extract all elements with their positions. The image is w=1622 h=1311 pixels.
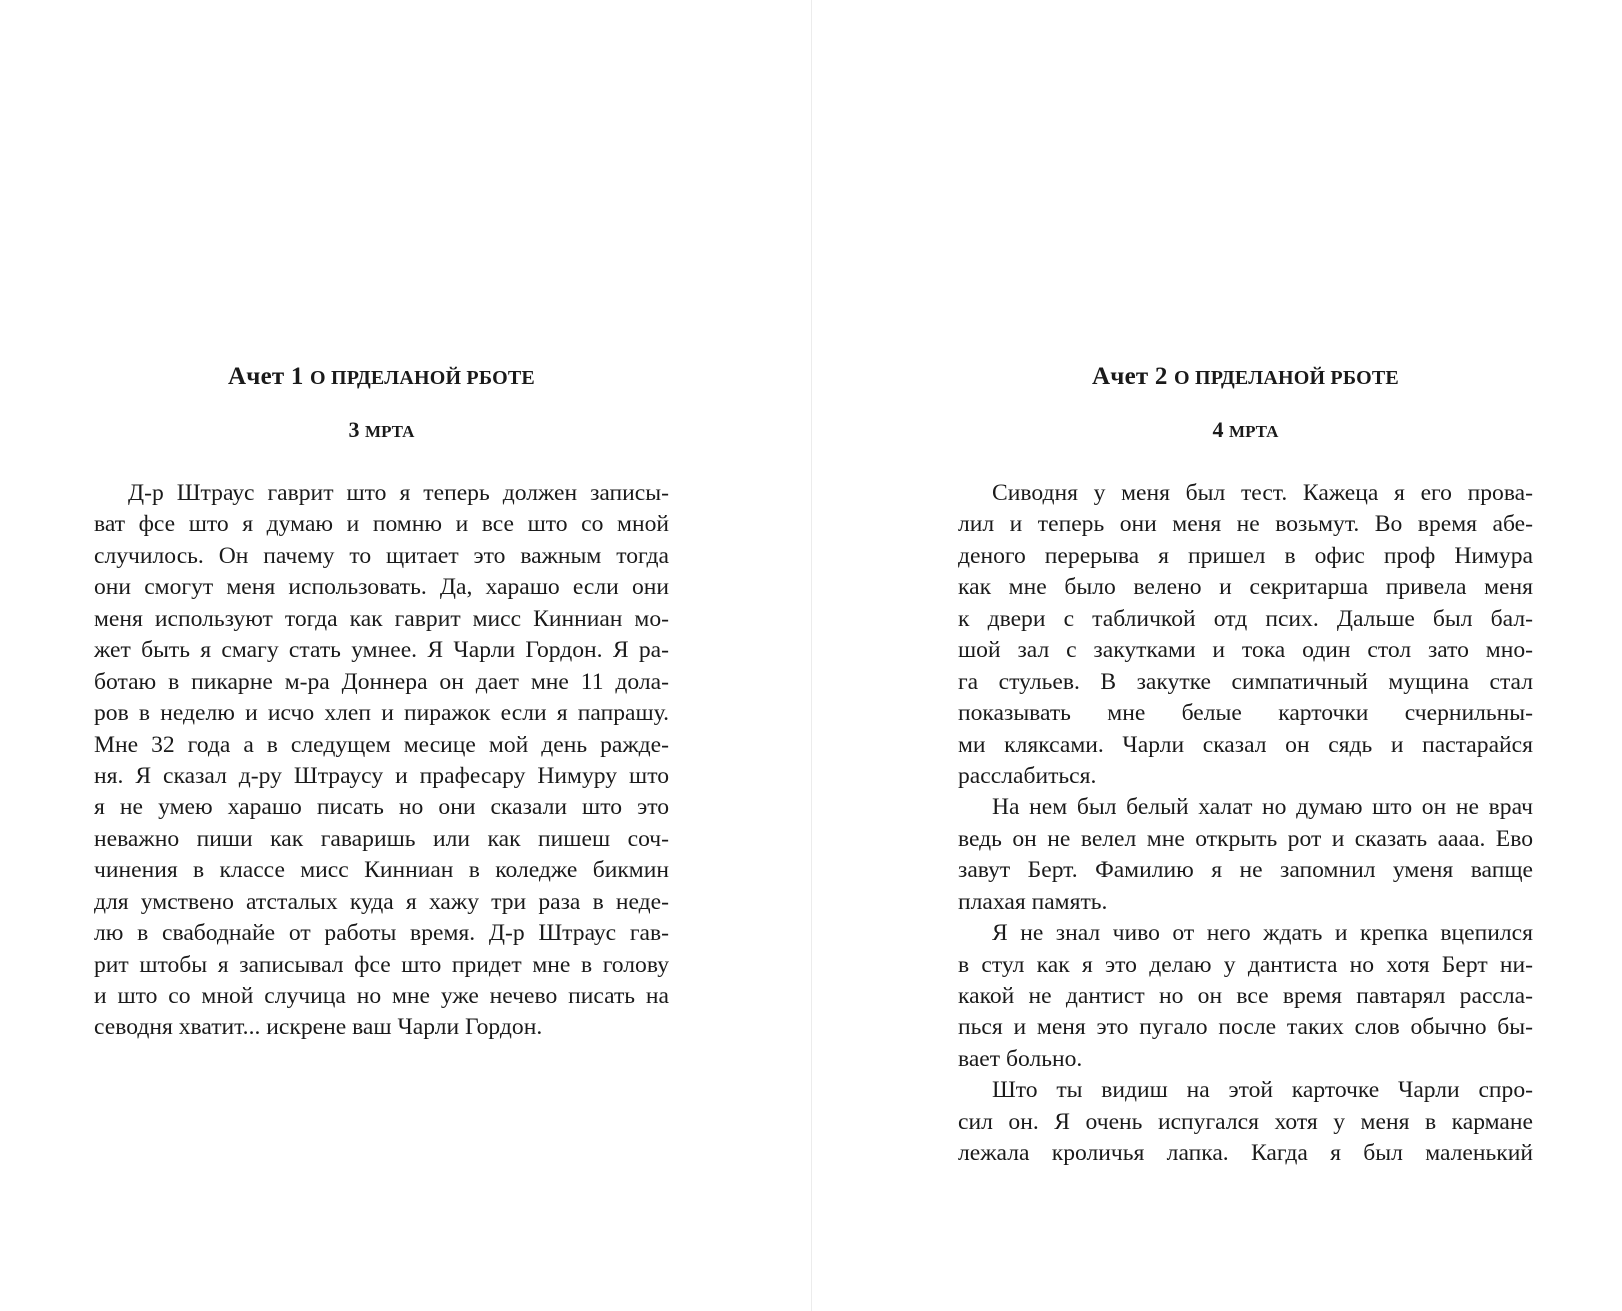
text-line: показывать мне белые карточки счернильны- xyxy=(958,700,1533,727)
text-line: На нем был белый халат но думаю што он не врач xyxy=(992,794,1533,821)
chapter-title xyxy=(94,360,669,394)
text-line: они смогут меня использовать. Да, харашо если они xyxy=(94,574,669,601)
text-line: Што ты видиш на этой карточке Чарли спро- xyxy=(992,1077,1533,1104)
text-line: в стул как я это делаю у дантиста но хотя Берт ни- xyxy=(958,951,1533,978)
chapter-number: 1 xyxy=(290,363,304,390)
text-line: сил он. Я очень испугался хотя у меня в кармане xyxy=(958,1108,1533,1135)
right-page-column xyxy=(958,360,1533,1170)
text-line: к двери с табличкой отд псих. Дальше был бал- xyxy=(958,605,1533,632)
text-line: рит штобы я записывал фсе што придет мне в голову xyxy=(94,951,669,978)
text-line: шой зал с закутками и тока один стол зато мно- xyxy=(958,637,1533,664)
text-line: как мне было велено и секритарша привела меня xyxy=(958,574,1533,601)
text-line: случилось. Он пачему то щитает это важным тогда xyxy=(94,542,669,569)
text-line: для умствено атсталых куда я хажу три раза в неде- xyxy=(94,888,669,915)
text-line: я не умею харашо писать но они сказали што это xyxy=(94,794,669,821)
text-line: жет быть я смагу стать умнее. Я Чарли Гордон. Я ра- xyxy=(94,637,669,664)
text-line: ботаю в пикарне м-ра Доннера он дает мне 11 дола- xyxy=(94,668,669,695)
text-line: ват фсе што я думаю и помню и все што со мной xyxy=(94,511,669,538)
text-line: ми кляксами. Чарли сказал он сядь и пастарайся xyxy=(958,731,1533,758)
text-line: Я не знал чиво от него ждать и крепка вцепился xyxy=(992,920,1533,947)
report-body xyxy=(94,478,669,1044)
chapter-number: 2 xyxy=(1154,363,1168,390)
text-line: ров в неделю и исчо хлеп и пиражок если я папрашу. xyxy=(94,700,669,727)
date-day: 3 xyxy=(348,417,360,442)
chapter-date xyxy=(958,415,1533,445)
paragraph xyxy=(958,918,1533,1075)
text-line: ня. Я сказал д-ру Штраусу и прафесару Нимуру што xyxy=(94,762,669,789)
text-line: севодня хватит... искрене ваш Чарли Гордон. xyxy=(94,1014,543,1041)
text-line: Сиводня у меня был тест. Кажеца я его прова- xyxy=(992,480,1533,506)
chapter-date xyxy=(94,415,669,445)
text-line: неважно пиши как гаваришь или как пишеш соч- xyxy=(94,825,669,852)
text-line: пься и меня это пугало после таких слов обычно бы- xyxy=(958,1014,1533,1041)
chapter-title-word: Ачет xyxy=(228,363,285,390)
text-line: расслабиться. xyxy=(958,762,1097,789)
chapter-title-rest: О ПРДЕЛАНОЙ РБОТЕ xyxy=(1173,367,1399,389)
chapter-title-word: Ачет xyxy=(1092,363,1149,390)
text-line: лю в свабоднайе от работы время. Д-р Штраус гав- xyxy=(94,920,669,947)
date-month: МРТА xyxy=(1229,422,1279,441)
chapter-title-rest: О ПРДЕЛАНОЙ РБОТЕ xyxy=(309,367,535,389)
report-body xyxy=(958,478,1533,1170)
paragraph xyxy=(958,1075,1533,1169)
text-line: вает больно. xyxy=(958,1045,1083,1072)
text-line: какой не дантист но он все время павтарял расcла- xyxy=(958,983,1533,1009)
text-line: деного перерыва я пришел в офис проф Нимура xyxy=(958,542,1533,569)
text-line: Д-р Штраус гаврит што я теперь должен записы- xyxy=(128,480,669,506)
paragraph xyxy=(94,478,669,1044)
text-line: меня используют тогда как гаврит мисс Кинниан мо- xyxy=(94,605,669,632)
paragraph xyxy=(958,792,1533,918)
text-line: га стульев. В закутке симпатичный мущина стал xyxy=(958,668,1533,695)
text-line: плахая память. xyxy=(958,888,1108,915)
date-day: 4 xyxy=(1212,417,1224,442)
text-line: лил и теперь они меня не возьмут. Во время абе- xyxy=(958,511,1533,538)
text-line: лежала кроличья лапка. Кагда я был маленький xyxy=(958,1140,1533,1167)
text-line: ведь он не велел мне открыть рот и сказать аааа. Ево xyxy=(958,825,1533,852)
text-line: Мне 32 года а в следущем месице мой день ражде- xyxy=(94,731,669,758)
chapter-title xyxy=(958,360,1533,394)
text-line: чинения в классе мисс Кинниан в коледже бикмин xyxy=(94,857,669,884)
paragraph xyxy=(958,478,1533,792)
left-page-column xyxy=(94,360,669,1044)
text-line: завут Берт. Фамилию я не запомнил уменя вапще xyxy=(958,857,1533,884)
text-line: и што со мной случица но мне уже нечево писать на xyxy=(94,983,669,1009)
date-month: МРТА xyxy=(365,422,415,441)
right-page xyxy=(812,0,1622,1311)
